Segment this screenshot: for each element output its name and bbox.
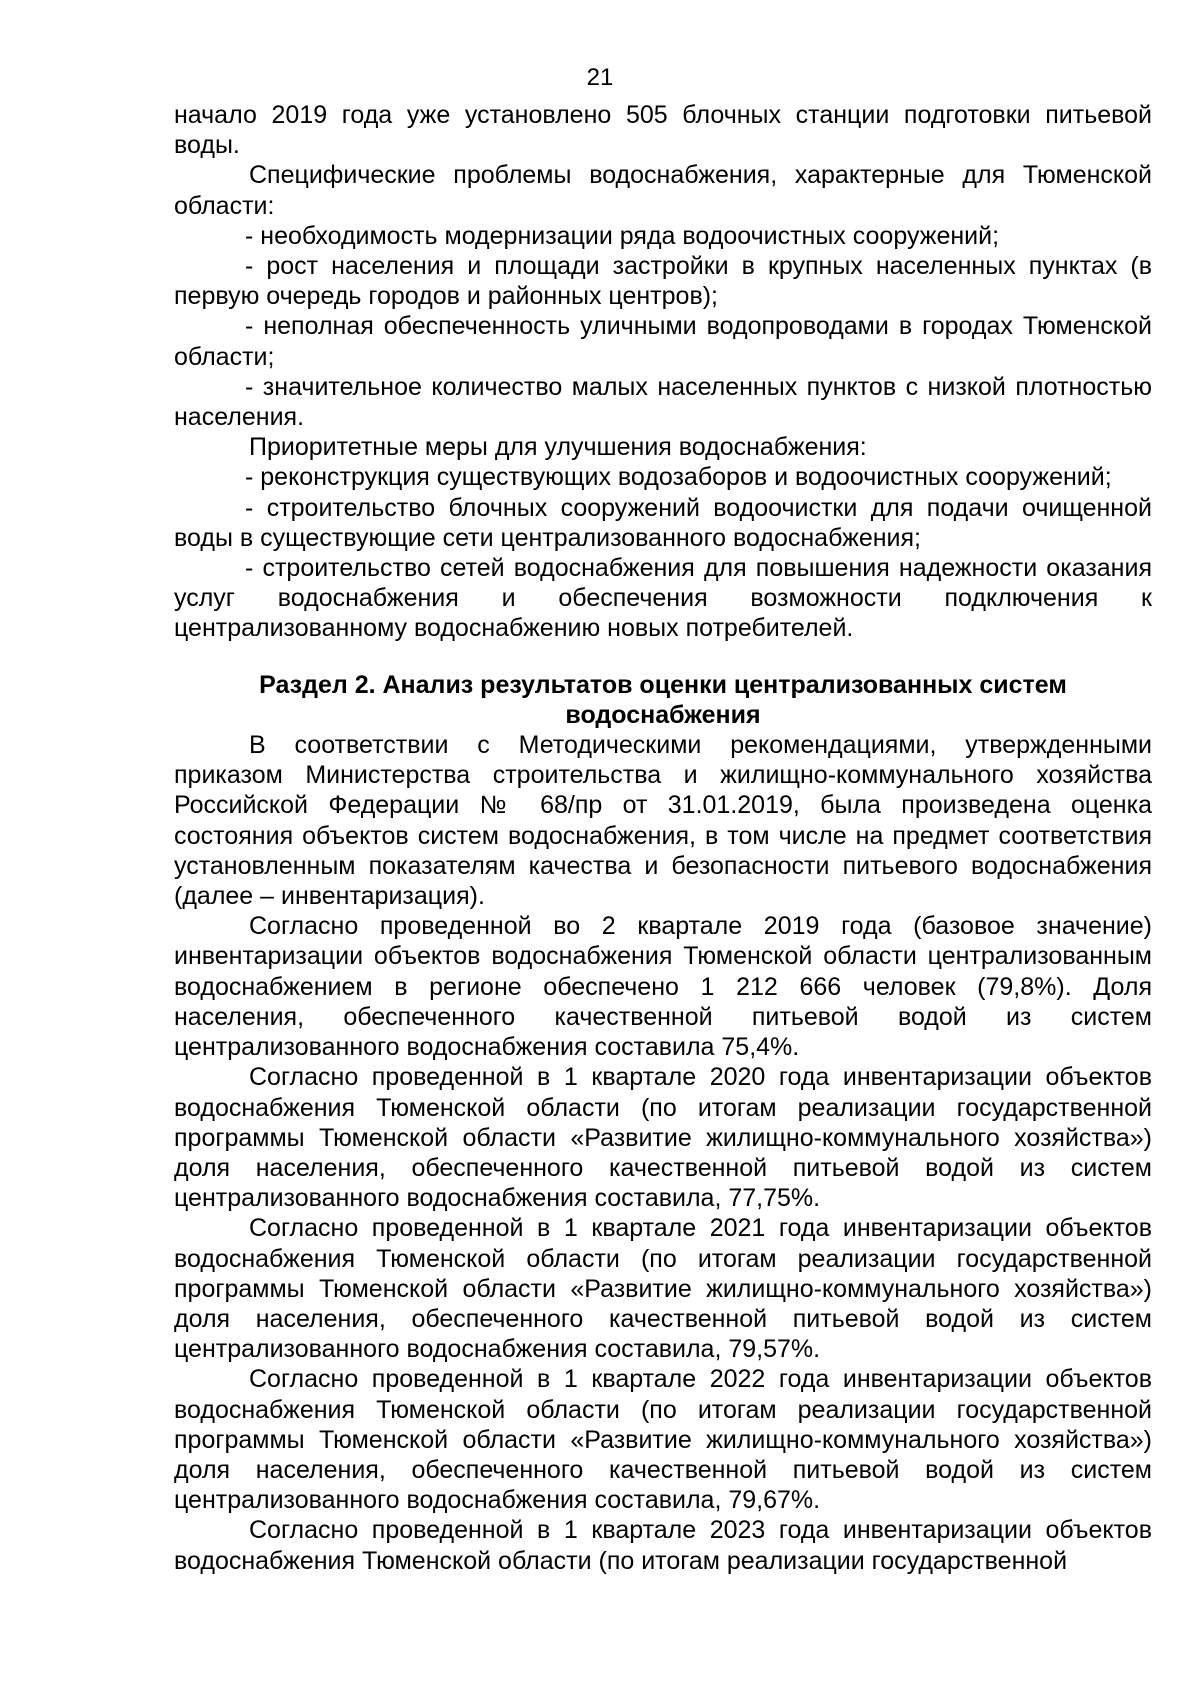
section-heading-line: Раздел 2. Анализ результатов оценки централизованных систем (259, 670, 1067, 699)
measure-item: - строительство блочных сооружений водоочистки для подачи очищенной воды в существующие сети централизованного водоснабжения; (174, 493, 1152, 552)
problem-item: - необходимость модернизации ряда водоочистных сооружений; (245, 221, 1000, 250)
body-paragraph: Согласно проведенной во 2 квартале 2019 года (базовое значение) инвентаризации объектов водоснабжения Тюменской области централизованным водоснабжением в регионе обеспечено 1 212 666 человек (79,8%). Доля населения, обеспеченного качественной питьевой водой из систем централизованного водоснабжения составила 75,4%. (174, 912, 1152, 1062)
body-paragraph: Согласно проведенной в 1 квартале 2020 года инвентаризации объектов водоснабжения Тюменской области (по итогам реализации государственной программы Тюменской области «Развитие жилищно-коммунального хозяйства») доля населения, обеспеченного качественной питьевой водой из систем централизованного водоснабжения составила, 77,75%. (174, 1063, 1152, 1213)
section-heading (174, 670, 1152, 730)
section-heading-line: водоснабжения (565, 700, 761, 729)
problems-lead-paragraph: Специфические проблемы водоснабжения, характерные для Тюменской области: (174, 161, 1152, 220)
problem-item: - неполная обеспеченность уличными водопроводами в городах Тюменской области; (174, 312, 1152, 371)
body-paragraph: Согласно проведенной в 1 квартале 2021 года инвентаризации объектов водоснабжения Тюменской области (по итогам реализации государственной программы Тюменской области «Развитие жилищно-коммунального хозяйства») доля населения, обеспеченного качественной питьевой водой из систем централизованного водоснабжения составила, 79,57%. (174, 1214, 1152, 1364)
page-number: 21 (586, 64, 614, 91)
page-content (174, 100, 1152, 1576)
body-paragraph: Согласно проведенной в 1 квартале 2022 года инвентаризации объектов водоснабжения Тюменской области (по итогам реализации государственной программы Тюменской области «Развитие жилищно-коммунального хозяйства») доля населения, обеспеченного качественной питьевой водой из систем централизованного водоснабжения составила, 79,67%. (174, 1365, 1152, 1515)
measure-item: - строительство сетей водоснабжения для повышения надежности оказания услуг водоснабжения и обеспечения возможности подключения к централизованному водоснабжению новых потребителей. (174, 554, 1152, 643)
body-paragraph: Согласно проведенной в 1 квартале 2023 года инвентаризации объектов водоснабжения Тюменской области (по итогам реализации государственной (174, 1516, 1152, 1575)
body-paragraph: В соответствии с Методическими рекомендациями, утвержденными приказом Министерства строительства и жилищно-коммунального хозяйства Российской Федерации № 68/пр от 31.01.2019, была произведена оценка состояния объектов систем водоснабжения, в том числе на предмет соответствия установленным показателям качества и безопасности питьевого водоснабжения (далее – инвентаризация). (174, 731, 1152, 911)
continuation-paragraph: начало 2019 года уже установлено 505 блочных станции подготовки питьевой воды. (174, 101, 1152, 160)
measure-item: - реконструкция существующих водозаборов и водоочистных сооружений; (245, 463, 1112, 492)
problem-item: - рост населения и площади застройки в крупных населенных пунктах (в первую очередь городов и районных центров); (174, 252, 1152, 311)
measures-lead-paragraph: Приоритетные меры для улучшения водоснабжения: (249, 433, 867, 462)
problem-item: - значительное количество малых населенных пунктов с низкой плотностью населения. (174, 372, 1152, 432)
